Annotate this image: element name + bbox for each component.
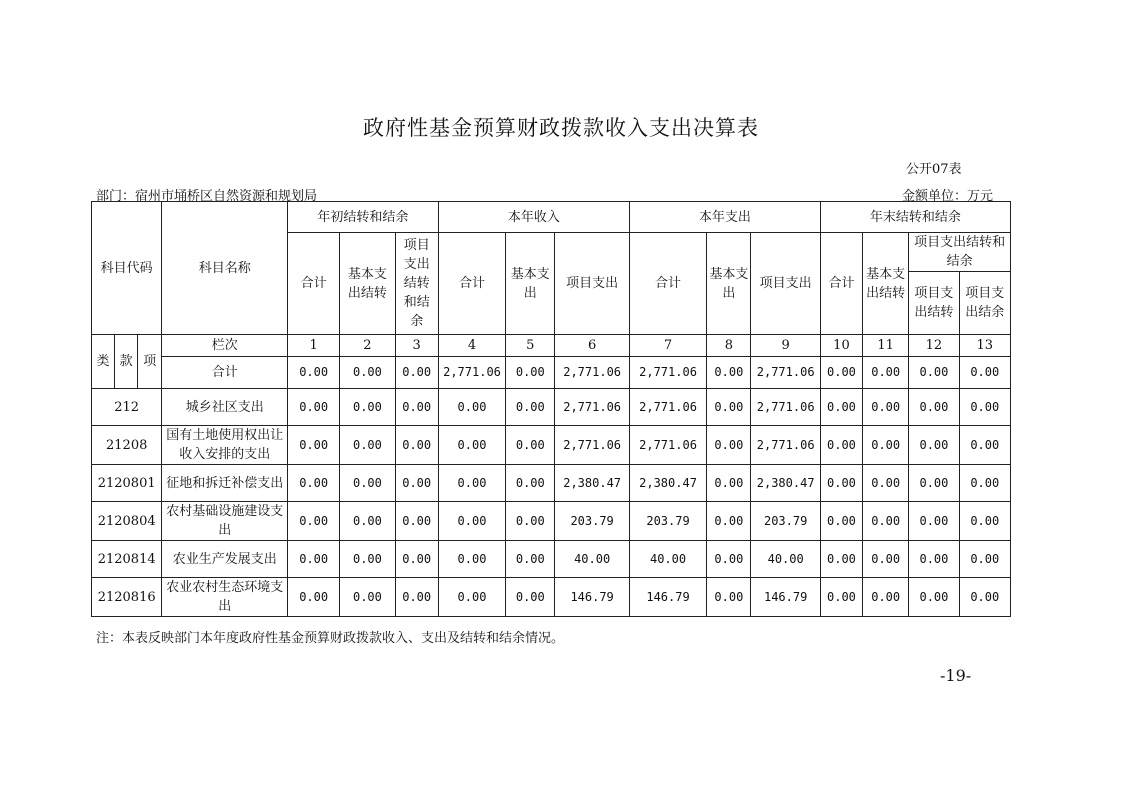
amount-cell: 0.00 [959, 578, 1010, 617]
table-row [92, 578, 1011, 617]
amount-cell: 0.00 [909, 465, 959, 502]
column-number-cell: 8 [707, 335, 751, 357]
column-number-cell: 2 [340, 335, 395, 357]
header-lanci: 栏次 [162, 335, 288, 357]
form-number: 公开07表 [906, 162, 962, 177]
amount-cell: 0.00 [863, 426, 909, 465]
table-row [92, 541, 1011, 578]
column-number-cell: 11 [863, 335, 909, 357]
amount-cell: 0.00 [340, 541, 395, 578]
amount-cell: 0.00 [506, 389, 555, 426]
header-income-project: 项目支出 [555, 233, 629, 335]
subject-name-cell: 农村基础设施建设支出 [162, 502, 288, 541]
amount-cell: 0.00 [288, 389, 340, 426]
amount-cell: 0.00 [288, 465, 340, 502]
amount-cell: 0.00 [395, 578, 438, 617]
amount-cell: 0.00 [863, 578, 909, 617]
subject-code-cell: 2120801 [92, 465, 162, 502]
amount-cell: 0.00 [506, 541, 555, 578]
amount-cell: 2,771.06 [751, 389, 820, 426]
header-xiang: 项 [138, 335, 162, 389]
total-value-cell: 0.00 [959, 357, 1010, 389]
header-end-project-carry: 项目支出结转 [909, 272, 959, 335]
amount-cell: 0.00 [820, 426, 862, 465]
total-value-cell: 0.00 [863, 357, 909, 389]
amount-cell: 40.00 [629, 541, 706, 578]
amount-cell: 0.00 [288, 578, 340, 617]
total-value-cell: 0.00 [395, 357, 438, 389]
column-number-cell: 1 [288, 335, 340, 357]
column-number-cell: 7 [629, 335, 706, 357]
amount-cell: 203.79 [751, 502, 820, 541]
header-begin-project-carry: 项目支出结转和结余 [395, 233, 438, 335]
amount-cell: 2,771.06 [555, 389, 629, 426]
total-value-cell: 0.00 [820, 357, 862, 389]
column-number-cell: 12 [909, 335, 959, 357]
amount-cell: 146.79 [555, 578, 629, 617]
header-row-groups [92, 202, 1011, 233]
amount-cell: 0.00 [820, 465, 862, 502]
total-value-cell: 0.00 [707, 357, 751, 389]
amount-cell: 0.00 [340, 578, 395, 617]
amount-unit-label: 金额单位：万元 [902, 189, 994, 204]
column-number-cell: 6 [555, 335, 629, 357]
amount-cell: 2,771.06 [555, 426, 629, 465]
header-group-expense: 本年支出 [629, 202, 820, 233]
column-number-row [92, 335, 1011, 357]
subject-code-cell: 2120814 [92, 541, 162, 578]
amount-cell: 0.00 [506, 578, 555, 617]
amount-cell: 0.00 [395, 502, 438, 541]
amount-cell: 0.00 [506, 465, 555, 502]
amount-cell: 0.00 [863, 541, 909, 578]
header-end-project-group: 项目支出结转和结余 [909, 233, 1011, 272]
amount-cell: 0.00 [438, 578, 505, 617]
amount-cell: 0.00 [340, 502, 395, 541]
table-row [92, 502, 1011, 541]
subject-name-cell: 国有土地使用权出让收入安排的支出 [162, 426, 288, 465]
header-begin-total: 合计 [288, 233, 340, 335]
page-title: 政府性基金预算财政拨款收入支出决算表 [363, 116, 759, 140]
subject-code-cell: 212 [92, 389, 162, 426]
amount-cell: 0.00 [820, 502, 862, 541]
header-expense-total: 合计 [629, 233, 706, 335]
amount-cell: 40.00 [751, 541, 820, 578]
header-income-total: 合计 [438, 233, 505, 335]
amount-cell: 2,380.47 [751, 465, 820, 502]
table-row [92, 426, 1011, 465]
amount-cell: 0.00 [707, 465, 751, 502]
subject-code-cell: 21208 [92, 426, 162, 465]
amount-cell: 0.00 [820, 578, 862, 617]
header-expense-project: 项目支出 [751, 233, 820, 335]
amount-cell: 0.00 [820, 541, 862, 578]
subject-code-cell: 2120816 [92, 578, 162, 617]
amount-cell: 0.00 [863, 389, 909, 426]
amount-cell: 0.00 [438, 541, 505, 578]
column-number-cell: 5 [506, 335, 555, 357]
amount-cell: 0.00 [438, 502, 505, 541]
header-subject-code: 科目代码 [92, 202, 162, 335]
amount-cell: 0.00 [506, 502, 555, 541]
amount-cell: 0.00 [395, 541, 438, 578]
amount-cell: 0.00 [438, 389, 505, 426]
total-label: 合计 [162, 357, 288, 389]
page-number: -19- [940, 666, 972, 685]
amount-cell: 146.79 [629, 578, 706, 617]
total-value-cell: 2,771.06 [438, 357, 505, 389]
subject-name-cell: 城乡社区支出 [162, 389, 288, 426]
amount-cell: 146.79 [751, 578, 820, 617]
subject-name-cell: 农业生产发展支出 [162, 541, 288, 578]
amount-cell: 0.00 [707, 578, 751, 617]
amount-cell: 0.00 [707, 389, 751, 426]
header-end-total: 合计 [820, 233, 862, 335]
column-number-cell: 10 [820, 335, 862, 357]
amount-cell: 0.00 [707, 426, 751, 465]
amount-cell: 0.00 [340, 426, 395, 465]
amount-cell: 2,771.06 [629, 389, 706, 426]
column-number-cell: 9 [751, 335, 820, 357]
amount-cell: 0.00 [909, 389, 959, 426]
amount-cell: 0.00 [909, 578, 959, 617]
header-group-end: 年末结转和结余 [820, 202, 1010, 233]
amount-cell: 0.00 [438, 465, 505, 502]
total-value-cell: 2,771.06 [751, 357, 820, 389]
header-kuan: 款 [115, 335, 138, 389]
amount-cell: 0.00 [959, 426, 1010, 465]
amount-cell: 0.00 [395, 426, 438, 465]
amount-cell: 0.00 [288, 541, 340, 578]
header-end-basic-carry: 基本支出结转 [863, 233, 909, 335]
amount-cell: 0.00 [395, 389, 438, 426]
amount-cell: 0.00 [395, 465, 438, 502]
amount-cell: 203.79 [629, 502, 706, 541]
subject-code-cell: 2120804 [92, 502, 162, 541]
budget-table [91, 201, 1011, 617]
amount-cell: 0.00 [959, 465, 1010, 502]
amount-cell: 0.00 [288, 502, 340, 541]
amount-cell: 0.00 [863, 502, 909, 541]
amount-cell: 2,771.06 [751, 426, 820, 465]
amount-cell: 2,380.47 [555, 465, 629, 502]
amount-cell: 0.00 [340, 465, 395, 502]
amount-cell: 2,380.47 [629, 465, 706, 502]
total-row [92, 357, 1011, 389]
header-expense-basic: 基本支出 [707, 233, 751, 335]
amount-cell: 0.00 [909, 541, 959, 578]
amount-cell: 0.00 [288, 426, 340, 465]
table-row [92, 465, 1011, 502]
total-value-cell: 0.00 [909, 357, 959, 389]
amount-cell: 0.00 [909, 502, 959, 541]
column-number-cell: 13 [959, 335, 1010, 357]
amount-cell: 0.00 [438, 426, 505, 465]
total-value-cell: 0.00 [506, 357, 555, 389]
amount-cell: 2,771.06 [629, 426, 706, 465]
table-row [92, 389, 1011, 426]
subject-name-cell: 征地和拆迁补偿支出 [162, 465, 288, 502]
amount-cell: 0.00 [820, 389, 862, 426]
amount-cell: 0.00 [909, 426, 959, 465]
amount-cell: 0.00 [959, 502, 1010, 541]
header-group-begin: 年初结转和结余 [288, 202, 439, 233]
total-value-cell: 0.00 [288, 357, 340, 389]
amount-cell: 203.79 [555, 502, 629, 541]
total-value-cell: 2,771.06 [629, 357, 706, 389]
header-end-project-surplus: 项目支出结余 [959, 272, 1010, 335]
footnote: 注：本表反映部门本年度政府性基金预算财政拨款收入、支出及结转和结余情况。 [96, 631, 565, 646]
amount-cell: 0.00 [959, 541, 1010, 578]
amount-cell: 0.00 [863, 465, 909, 502]
column-number-cell: 4 [438, 335, 505, 357]
amount-cell: 40.00 [555, 541, 629, 578]
total-value-cell: 2,771.06 [555, 357, 629, 389]
header-group-income: 本年收入 [438, 202, 629, 233]
header-income-basic: 基本支出 [506, 233, 555, 335]
amount-cell: 0.00 [707, 502, 751, 541]
header-lei: 类 [92, 335, 115, 389]
subject-name-cell: 农业农村生态环境支出 [162, 578, 288, 617]
amount-cell: 0.00 [707, 541, 751, 578]
header-subject-name: 科目名称 [162, 202, 288, 335]
amount-cell: 0.00 [340, 389, 395, 426]
total-value-cell: 0.00 [340, 357, 395, 389]
amount-cell: 0.00 [959, 389, 1010, 426]
header-begin-basic-carry: 基本支出结转 [340, 233, 395, 335]
column-number-cell: 3 [395, 335, 438, 357]
department-label: 部门：宿州市埇桥区自然资源和规划局 [96, 189, 318, 204]
amount-cell: 0.00 [506, 426, 555, 465]
